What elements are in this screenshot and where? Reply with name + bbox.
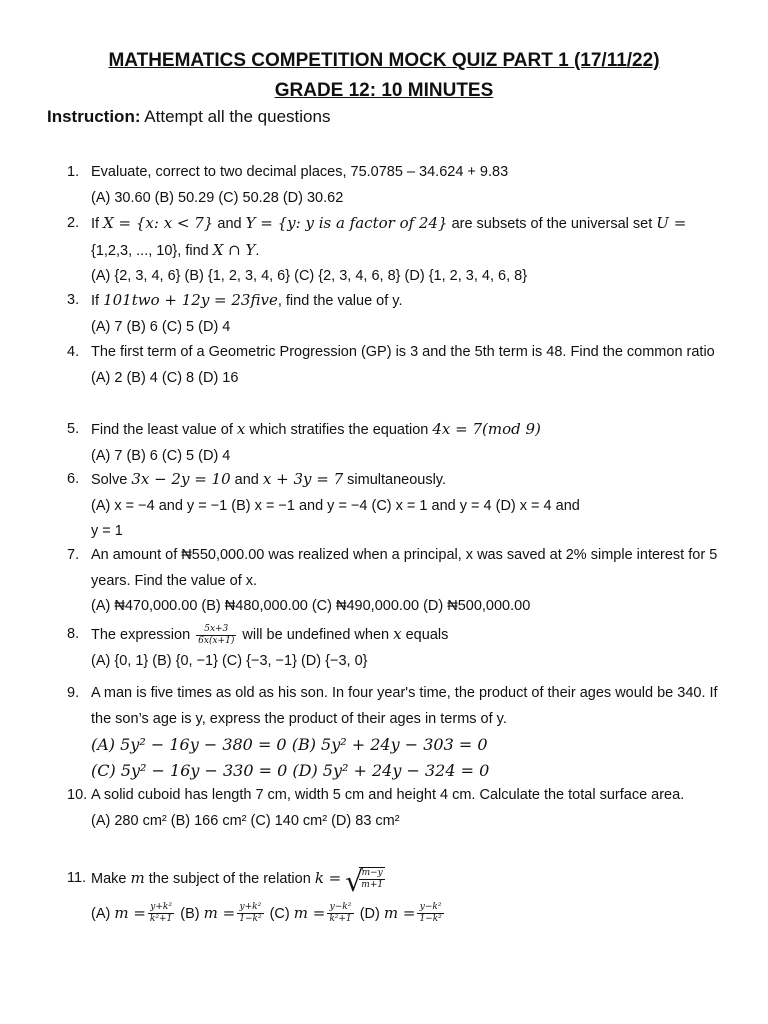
question-3	[67, 288, 727, 340]
question-number: 2.	[67, 215, 80, 231]
question-number: 10.	[67, 787, 88, 803]
stem-text: equals	[401, 627, 449, 643]
fraction-numerator: 5x+3	[196, 624, 236, 636]
instruction-label: Instruction:	[47, 107, 141, 126]
fraction	[148, 902, 174, 925]
question-stem	[91, 865, 727, 899]
fraction-denominator: 1−k²	[419, 914, 442, 925]
math-expression: m =	[293, 903, 326, 922]
question-number: 5.	[67, 421, 80, 437]
stem-text: are subsets of the universal set	[447, 216, 657, 232]
question-options: (A) 7 (B) 6 (C) 5 (D) 4	[91, 447, 231, 464]
question-options: (A) 5y² − 16y − 380 = 0 (B) 5y² + 24y − 303 = 0	[91, 735, 488, 754]
math-expression: Y = {y: y is a factor of 24}	[245, 214, 448, 232]
math-expression: X ∩ Y	[212, 240, 256, 259]
question-options: (A) 30.60 (B) 50.29 (C) 50.28 (D) 30.62	[91, 189, 344, 206]
question-options	[91, 901, 727, 928]
page-title: MATHEMATICS COMPETITION MOCK QUIZ PART 1 (17/11/22)	[108, 50, 660, 71]
instruction	[47, 107, 330, 127]
question-options: (A) {0, 1} (B) {0, −1} (C) {−3, −1} (D) {−3, 0}	[91, 652, 368, 669]
question-options-continued: (C) 5y² − 16y − 330 = 0 (D) 5y² + 24y − 324 = 0	[91, 760, 490, 780]
question-7	[67, 543, 727, 620]
math-expression: X = {x: x < 7}	[103, 214, 214, 232]
option-label: (B)	[180, 905, 204, 922]
math-expression: k =	[314, 869, 342, 887]
stem-text: If	[91, 293, 104, 309]
question-stem: The first term of a Geometric Progression (GP) is 3 and the 5th term is 48. Find the common ratio	[91, 344, 715, 360]
question-10	[67, 783, 727, 834]
fraction-denominator: 6x(x+1)	[198, 635, 235, 646]
question-2	[67, 211, 727, 290]
question-options-continued: y = 1	[91, 523, 123, 539]
stem-text: Make	[91, 871, 131, 887]
question-stem: A solid cuboid has length 7 cm, width 5 cm and height 4 cm. Calculate the total surface area.	[91, 787, 685, 803]
page-subtitle: GRADE 12: 10 MINUTES	[274, 80, 494, 101]
question-5	[67, 417, 727, 469]
stem-text: the subject of the relation	[144, 871, 315, 887]
math-variable: x	[236, 420, 246, 438]
stem-text: and	[230, 472, 263, 488]
fraction	[359, 867, 385, 891]
fraction-numerator: y+k²	[237, 902, 263, 914]
question-number: 9.	[67, 685, 80, 701]
fraction	[237, 902, 263, 925]
question-stem	[91, 211, 727, 264]
math-expression: m =	[203, 903, 236, 922]
stem-text: and	[213, 216, 246, 232]
option-label: (C)	[269, 905, 294, 922]
question-8	[67, 622, 727, 674]
fraction-denominator: k²+1	[329, 914, 352, 925]
stem-text: {1,2,3, ..., 10}, find	[91, 242, 213, 259]
math-expression: 3x − 2y = 10	[131, 470, 231, 488]
stem-text: Find the least value of	[91, 422, 237, 438]
math-expression: 101two + 12y = 23five	[103, 291, 278, 309]
fraction-numerator: y−k²	[327, 902, 353, 914]
math-variable: m	[130, 869, 145, 887]
fraction-numerator: m−y	[359, 868, 385, 880]
question-stem: A man is five times as old as his son. In four year's time, the product of their ages would be 340. If the son’s age is y, express the product of their ages in terms of y.	[91, 685, 718, 727]
question-stem	[91, 622, 727, 649]
fraction	[196, 624, 236, 647]
question-stem	[91, 288, 727, 315]
question-1	[67, 160, 727, 211]
question-number: 3.	[67, 292, 80, 308]
question-options: (A) 7 (B) 6 (C) 5 (D) 4	[91, 318, 231, 335]
question-stem	[91, 417, 727, 444]
question-number: 8.	[67, 626, 80, 642]
stem-text: .	[255, 242, 260, 259]
fraction-denominator: m+1	[361, 879, 384, 890]
radical-sign: √	[345, 865, 364, 899]
fraction-numerator: y−k²	[417, 902, 443, 914]
math-expression: 4x = 7(mod 9)	[432, 420, 541, 438]
stem-text: simultaneously.	[343, 472, 447, 488]
fraction	[417, 902, 443, 925]
stem-text: If	[91, 216, 104, 232]
math-expression: x + 3y = 7	[262, 470, 344, 488]
stem-text: Solve	[91, 472, 132, 488]
question-options: (A) {2, 3, 4, 6} (B) {1, 2, 3, 4, 6} (C) {2, 3, 4, 6, 8} (D) {1, 2, 3, 4, 6, 8}	[91, 268, 528, 284]
option-label: (A)	[91, 905, 115, 922]
stem-text: , find the value of y.	[277, 293, 403, 309]
question-options: (A) x = −4 and y = −1 (B) x = −1 and y = −4 (C) x = 1 and y = 4 (D) x = 4 and	[91, 497, 580, 514]
fraction	[327, 902, 353, 925]
fraction-denominator: k²+1	[149, 914, 173, 925]
question-number: 7.	[67, 547, 80, 563]
question-number: 11.	[67, 870, 87, 886]
question-stem	[91, 467, 727, 494]
math-expression: m =	[114, 903, 146, 922]
instruction-text: Attempt all the questions	[140, 107, 331, 126]
math-expression: m =	[383, 903, 416, 922]
math-variable: x	[393, 625, 402, 643]
question-options: (A) 280 cm² (B) 166 cm² (C) 140 cm² (D) 83 cm²	[91, 812, 400, 829]
option-label: (D)	[359, 905, 384, 922]
math-expression: U =	[656, 214, 687, 232]
question-number: 1.	[67, 164, 80, 180]
question-6	[67, 467, 727, 545]
stem-text: which stratifies the equation	[245, 422, 433, 438]
question-stem: An amount of ₦550,000.00 was realized when a principal, x was saved at 2% simple interest for 5 years. Find the value of x.	[91, 547, 718, 589]
square-root	[345, 865, 387, 899]
fraction-denominator: 1−k²	[239, 914, 262, 925]
question-options: (A) ₦470,000.00 (B) ₦480,000.00 (C) ₦490,000.00 (D) ₦500,000.00	[91, 598, 531, 614]
question-number: 6.	[67, 471, 80, 487]
question-9	[67, 681, 727, 783]
question-options: (A) 2 (B) 4 (C) 8 (D) 16	[91, 369, 239, 386]
question-stem: Evaluate, correct to two decimal places, 75.0785 – 34.624 + 9.83	[91, 164, 509, 180]
fraction-numerator: y+k²	[148, 902, 174, 914]
question-4	[67, 340, 727, 391]
stem-text: The expression	[91, 627, 195, 643]
question-number: 4.	[67, 344, 80, 360]
question-11	[67, 866, 727, 927]
stem-text: will be undefined when	[238, 627, 394, 643]
